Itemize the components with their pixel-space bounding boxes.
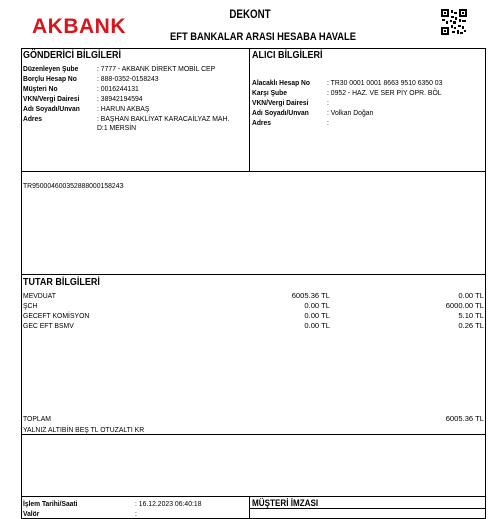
sender-section-title: GÖNDERİCİ BİLGİLERİ [23, 50, 122, 61]
amount-row-right: 0.00 TL [458, 291, 484, 300]
sender-value: : 38942194594 [97, 94, 143, 103]
document-title: DEKONT [229, 9, 271, 21]
amount-row-amount: 0.00 TL [304, 321, 330, 330]
total-value: 6005.36 TL [445, 414, 484, 423]
amount-row-right: 0.26 TL [458, 321, 484, 330]
valor-label: Valör [23, 509, 40, 518]
sender-label: Düzenleyen Şube [23, 64, 79, 73]
receiver-value: : TR30 0001 0001 8663 9510 6350 03 [327, 78, 443, 87]
section-divider [21, 434, 486, 435]
receiver-label: VKN/Vergi Dairesi [252, 98, 309, 107]
amounts-section-title: TUTAR BİLGİLERİ [23, 277, 100, 288]
signature-underline [249, 508, 486, 509]
sender-label: Adı Soyadı/Unvan [23, 104, 80, 113]
section-divider [21, 171, 486, 172]
receiver-label: Adres [252, 118, 271, 127]
sender-value: : HARUN AKBAŞ [97, 104, 150, 113]
section-divider [21, 274, 486, 275]
customer-signature-title: MÜŞTERİ İMZASI [252, 498, 319, 508]
amount-row-name: GECEFT KOMİSYON [23, 311, 90, 320]
sender-label: Müşteri No [23, 84, 58, 93]
amount-row-amount: 0.00 TL [304, 311, 330, 320]
total-in-words: YALNIZ ALTIBİN BEŞ TL OTUZALTI KR [23, 425, 145, 434]
document-subtitle: EFT BANKALAR ARASI HESABA HAVALE [170, 31, 356, 43]
receiver-label: Adı Soyadı/Unvan [252, 108, 309, 117]
section-divider [21, 496, 486, 497]
transaction-reference: TR95000460035288800015824З [23, 181, 124, 190]
transaction-date-label: İşlem Tarihi/Saati [23, 499, 78, 508]
sender-label: Adres [23, 114, 42, 123]
qr-code-icon [441, 9, 467, 35]
akbank-logo: AKBANK [32, 15, 126, 38]
amount-row-amount: 0.00 TL [304, 301, 330, 310]
amount-row-amount: 6005.36 TL [291, 291, 330, 300]
amount-row-name: GEC EFT BSMV [23, 321, 74, 330]
receiver-value: : 0952 - HAZ. VE SER PİY OPR. BÖL [327, 88, 442, 97]
receiver-value: : [327, 118, 329, 127]
sender-receiver-divider [249, 48, 250, 171]
amount-row-right: 6000.00 TL [445, 301, 484, 310]
sender-value: : 0016244131 [97, 84, 139, 93]
receiver-label: Alacaklı Hesap No [252, 78, 310, 87]
valor-value: : [135, 509, 137, 518]
sender-label: Borçlu Hesap No [23, 74, 77, 83]
amount-row-name: MEVDUAT [23, 291, 56, 300]
receiver-value: : Volkan Doğan [327, 108, 374, 117]
sender-value: : 7777 - AKBANK DİREKT MOBİL CEP [97, 64, 216, 73]
transaction-date-value: : 16.12.2023 06:40:18 [135, 499, 202, 508]
sender-value: : BAŞHAN BAKLİYAT KARACAİLYAZ MAH. [97, 114, 230, 123]
receiver-section-title: ALICI BİLGİLERİ [252, 50, 323, 61]
receiver-value: : [327, 98, 329, 107]
amount-row-name: ŞCH [23, 301, 38, 310]
sender-label: VKN/Vergi Dairesi [23, 94, 80, 103]
sender-value: : 888-0352-0158243 [97, 74, 159, 83]
receiver-label: Karşı Şube [252, 88, 287, 97]
sender-value: D:1 MERSİN [97, 123, 137, 132]
total-label: TOPLAM [23, 414, 51, 423]
amount-row-right: 5.10 TL [458, 311, 484, 320]
